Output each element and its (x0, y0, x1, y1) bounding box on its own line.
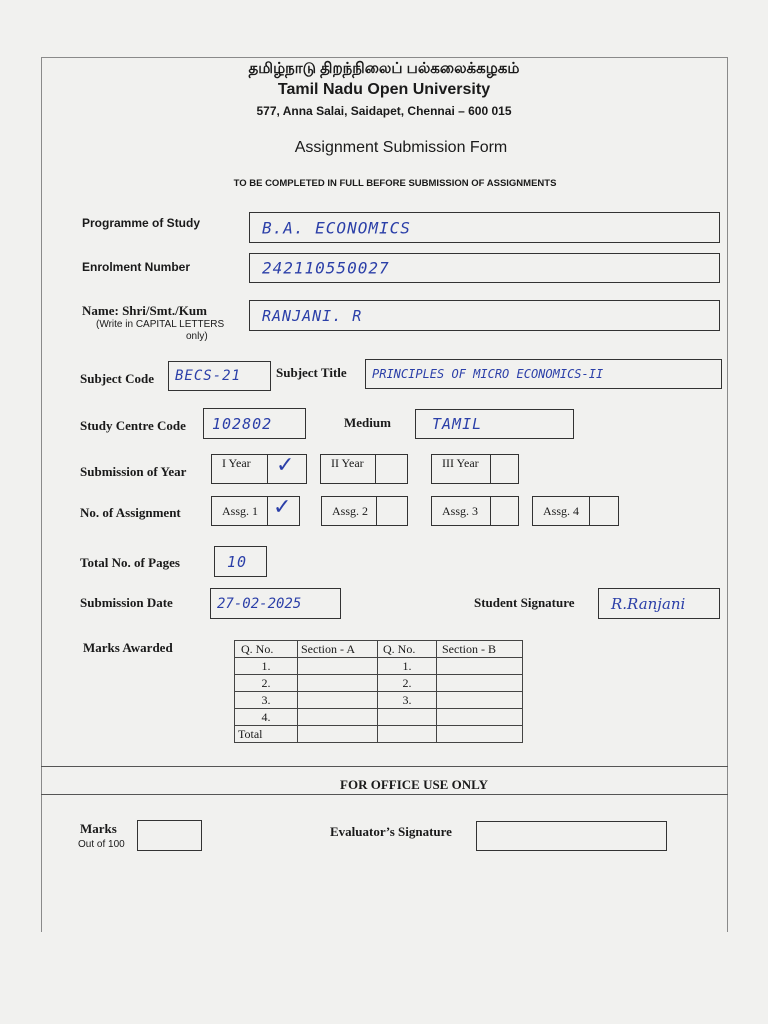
year-option-2[interactable] (320, 454, 376, 484)
programme-field[interactable] (249, 212, 720, 243)
assignment-option-4[interactable] (532, 496, 590, 526)
evaluator-signature-label: Evaluator’s Signature (330, 824, 452, 839)
assignment-option-1-label: Assg. 1 (222, 504, 259, 518)
assignment-label: No. of Assignment (80, 505, 181, 520)
year-option-2-label: II Year (331, 456, 364, 470)
subject-code-field[interactable] (168, 361, 271, 391)
year-option-3-label: III Year (442, 456, 479, 470)
signature-field[interactable] (598, 588, 720, 619)
study-centre-label: Study Centre Code (80, 418, 186, 433)
table-cell[interactable] (437, 692, 523, 709)
subject-code-label: Subject Code (80, 371, 155, 386)
assignment-option-2-label: Assg. 2 (332, 504, 369, 518)
marks-table (234, 640, 523, 743)
office-divider-top (41, 766, 728, 767)
table-cell: 1. (235, 658, 298, 675)
assignment-option-1[interactable] (211, 496, 268, 526)
evaluator-signature-field[interactable] (476, 821, 667, 851)
subject-title-value: PRINCIPLES OF MICRO ECONOMICS-II (372, 367, 604, 381)
programme-label: Programme of Study (82, 216, 201, 230)
marks-awarded-label: Marks Awarded (83, 640, 173, 655)
date-field[interactable] (210, 588, 341, 619)
table-cell: Total (235, 726, 298, 743)
assignment-option-3[interactable] (431, 496, 491, 526)
enrolment-label: Enrolment Number (82, 260, 191, 274)
tamil-university-name: தமிழ்நாடு திறந்நிலைப் பல்கலைக்கழகம் (248, 60, 520, 77)
university-name: Tamil Nadu Open University (277, 81, 491, 98)
table-header: Q. No. (378, 641, 437, 658)
signature-value: R.Ranjani (611, 594, 686, 613)
table-row (235, 658, 523, 675)
assignment-option-4-label: Assg. 4 (543, 504, 580, 518)
table-cell[interactable] (437, 658, 523, 675)
assignment-checkbox-2[interactable] (376, 496, 408, 526)
table-cell[interactable] (298, 675, 378, 692)
study-centre-value: 102802 (212, 414, 273, 433)
assignment-option-3-label: Assg. 3 (442, 504, 479, 518)
form-instruction: TO BE COMPLETED IN FULL BEFORE SUBMISSION OF ASSIGNMENTS (233, 178, 557, 189)
year-checkbox-1[interactable] (267, 454, 307, 484)
enrolment-value: 242110550027 (262, 258, 390, 278)
pages-value: 10 (227, 552, 248, 571)
programme-value: B.A. ECONOMICS (262, 218, 411, 237)
date-value: 27-02-2025 (217, 595, 302, 612)
enrolment-field[interactable] (249, 253, 720, 283)
table-cell[interactable] (298, 726, 378, 743)
table-cell[interactable] (437, 709, 523, 726)
name-note-only: only) (186, 331, 208, 342)
table-cell[interactable] (298, 692, 378, 709)
name-note: (Write in CAPITAL LETTERS (96, 319, 225, 330)
table-header: Q. No. (235, 641, 298, 658)
table-cell (378, 709, 437, 726)
medium-value: TAMIL (432, 415, 483, 433)
year-option-3[interactable] (431, 454, 491, 484)
table-cell[interactable] (298, 709, 378, 726)
study-centre-field[interactable] (203, 408, 306, 439)
table-header: Section - B (437, 641, 523, 658)
table-cell: 2. (378, 675, 437, 692)
university-address: 577, Anna Salai, Saidapet, Chennai – 600 015 (256, 104, 512, 118)
name-label: Name: Shri/Smt./Kum (82, 303, 207, 318)
year-option-1[interactable] (211, 454, 268, 484)
table-cell: 2. (235, 675, 298, 692)
medium-label: Medium (344, 415, 391, 430)
year-checkbox-2[interactable] (375, 454, 408, 484)
table-row (235, 709, 523, 726)
year-1-tick-icon: ✓ (276, 453, 295, 478)
table-cell (378, 726, 437, 743)
table-row (235, 692, 523, 709)
table-cell: 4. (235, 709, 298, 726)
subject-code-value: BECS-21 (175, 368, 242, 384)
office-marks-field[interactable] (137, 820, 202, 851)
year-checkbox-3[interactable] (490, 454, 519, 484)
date-label: Submission Date (80, 595, 173, 610)
table-cell: 3. (378, 692, 437, 709)
table-row (235, 675, 523, 692)
table-cell[interactable] (437, 726, 523, 743)
office-divider-bottom (41, 794, 728, 795)
assignment-checkbox-1[interactable] (267, 496, 300, 526)
name-field[interactable] (249, 300, 720, 331)
assignment-1-tick-icon: ✓ (273, 495, 292, 520)
table-header: Section - A (298, 641, 378, 658)
year-option-1-label: I Year (222, 456, 251, 470)
table-cell: 3. (235, 692, 298, 709)
office-title: FOR OFFICE USE ONLY (340, 777, 488, 792)
year-label: Submission of Year (80, 464, 187, 479)
pages-label: Total No. of Pages (80, 555, 180, 570)
subject-title-field[interactable] (365, 359, 722, 389)
form-title: Assignment Submission Form (294, 139, 508, 156)
medium-field[interactable] (415, 409, 574, 439)
table-cell[interactable] (437, 675, 523, 692)
assignment-checkbox-4[interactable] (589, 496, 619, 526)
assignment-checkbox-3[interactable] (490, 496, 519, 526)
office-marks-label: Marks (80, 821, 117, 836)
office-marks-sub: Out of 100 (78, 839, 125, 850)
subject-title-label: Subject Title (276, 365, 347, 380)
table-row (235, 726, 523, 743)
pages-field[interactable] (214, 546, 267, 577)
name-value: RANJANI. R (262, 306, 363, 325)
table-header-row (235, 641, 523, 658)
signature-label: Student Signature (474, 595, 575, 610)
table-cell: 1. (378, 658, 437, 675)
table-cell[interactable] (298, 658, 378, 675)
assignment-option-2[interactable] (321, 496, 377, 526)
